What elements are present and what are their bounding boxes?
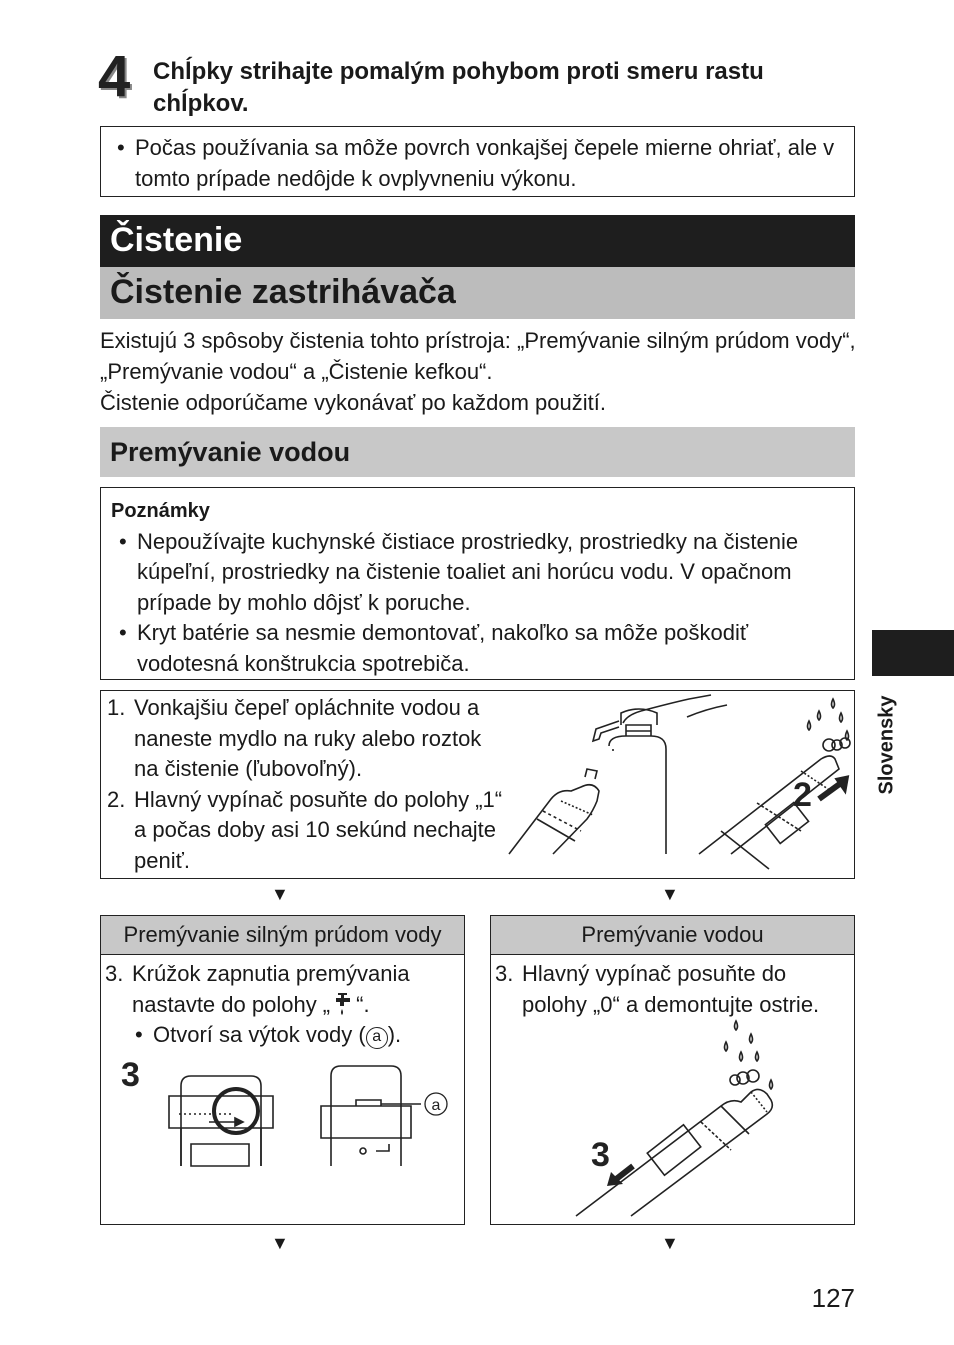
wash-ring-illustration xyxy=(121,1056,451,1171)
bullet-text: Otvorí sa výtok vody ( xyxy=(153,1022,366,1047)
flow-arrow: ▼ xyxy=(271,1233,289,1253)
water-wash-body xyxy=(491,955,854,1024)
strong-wash-body xyxy=(101,955,464,1055)
list-item xyxy=(105,1020,460,1051)
step-index: 3. xyxy=(495,961,514,986)
bullet-dot: • xyxy=(135,1022,143,1047)
section-subtitle: Čistenie zastrihávača xyxy=(100,267,855,319)
steps-box xyxy=(100,690,855,879)
step-index: 3. xyxy=(105,961,124,986)
notes-title: Poznámky xyxy=(111,500,210,522)
water-wash-header: Premývanie vodou xyxy=(491,916,854,955)
strong-wash-header: Premývanie silným prúdom vody xyxy=(101,916,464,955)
step-text: Hlavný vypínač posuňte do polohy „1“ a počas doby asi 10 sekúnd nechajte peniť. xyxy=(134,786,503,873)
flow-arrow: ▼ xyxy=(661,1233,679,1253)
step-text: Krúžok zapnutia premývania nastavte do polohy „ xyxy=(132,961,410,1017)
figure-label-2: 2 xyxy=(793,776,812,814)
step-text-end: “. xyxy=(356,991,370,1017)
language-tab xyxy=(872,630,954,676)
note-item: • Nepoužívajte kuchynské čistiace prostriedky, prostriedky na čistenie kúpeľní, prostriedky na čistenie toaliet ani horúcu vodu. V opačnom prípade by mohlo dôjsť k poruche. xyxy=(111,527,844,619)
step-number: 4 xyxy=(98,44,131,109)
rinse-illustration xyxy=(571,1016,851,1221)
figure-label-3: 3 xyxy=(591,1136,610,1174)
callout-label-a: a xyxy=(431,1097,441,1114)
subsection-heading: Premývanie vodou xyxy=(100,427,855,477)
language-label xyxy=(872,690,902,800)
intro-paragraph: Čistenie odporúčame vykonávať po každom použití. xyxy=(100,390,606,415)
strong-wash-box xyxy=(100,915,465,1225)
step-note-box xyxy=(100,126,855,197)
list-item xyxy=(495,959,850,1020)
step-index: 1. xyxy=(107,695,126,720)
intro-text xyxy=(100,325,860,418)
water-wash-box xyxy=(490,915,855,1225)
language-label-text: Slovensky xyxy=(875,695,898,795)
step-text: Hlavný vypínač posuňte do polohy „0“ a demontujte ostrie. xyxy=(522,961,820,1017)
bullet-text-end: ). xyxy=(387,1022,402,1047)
note-item: • Kryt batérie sa nesmie demontovať, nakoľko sa môže poškodiť vodotesná konštrukcia spotrebiča. xyxy=(111,618,844,679)
flow-arrow: ▼ xyxy=(661,884,679,904)
list-item xyxy=(107,785,507,877)
flow-arrow: ▼ xyxy=(271,884,289,904)
faucet-icon xyxy=(330,992,356,1016)
notes-box xyxy=(100,487,855,680)
callout-a: a xyxy=(366,1027,388,1049)
steps-list xyxy=(107,693,507,876)
step-instruction: Chĺpky strihajte pomalým pohybom proti smeru rastu chĺpkov. xyxy=(153,58,764,117)
soap-illustration xyxy=(501,691,853,877)
intro-paragraph: Existujú 3 spôsoby čistenia tohto prístroja: „Premývanie silným prúdom vody“, „Premývanie vodou“ a „Čistenie kefkou“. xyxy=(100,328,856,384)
list-item xyxy=(107,693,507,785)
step-index: 2. xyxy=(107,786,126,812)
step-note: • Počas používania sa môže povrch vonkajšej čepele mierne ohriať, ale v tomto prípade nedôjde k ovplyvneniu výkonu. xyxy=(109,133,846,194)
page-number: 127 xyxy=(811,1283,855,1313)
list-item xyxy=(105,959,460,1020)
section-title: Čistenie xyxy=(100,215,855,267)
figure-label-3: 3 xyxy=(121,1056,140,1094)
step-text: Vonkajšiu čepeľ opláchnite vodou a naneste mydlo na ruky alebo roztok na čistenie (ľubovoľný). xyxy=(134,695,482,781)
